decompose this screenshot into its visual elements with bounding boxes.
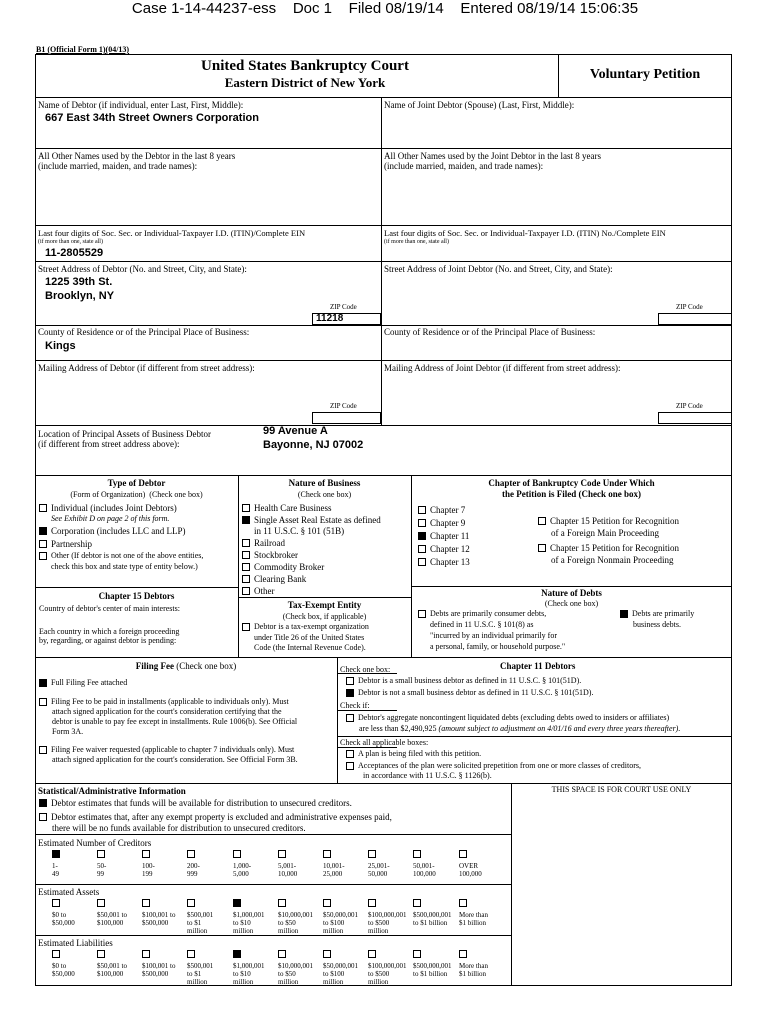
assets-range-option[interactable] [368,899,412,935]
commodity-broker-checkbox[interactable] [242,563,250,571]
joint-zip-label: ZIP Code [676,303,703,311]
creditors-range-option[interactable] [459,850,503,878]
tax-exempt-option[interactable] [242,622,369,632]
chapter15-country-label: Country of debtor's center of main interests: [39,604,180,613]
creditors-label: Estimated Number of Creditors [38,838,152,848]
assets-range-option[interactable] [97,899,141,927]
debtor-name[interactable]: 667 East 34th Street Owners Corporation [45,112,259,124]
assets-range-checkbox[interactable] [97,899,105,907]
debtor-other-names-label-1: All Other Names used by the Debtor in the last 8 years [38,151,236,161]
debtor-name-label: Name of Debtor (if individual, enter Last, First, Middle): [38,100,244,110]
statistical-title: Statistical/Administrative Information [38,786,186,796]
installments-checkbox[interactable] [39,698,47,706]
other-business-option[interactable] [242,586,275,596]
commodity-broker-option[interactable] [242,562,324,572]
liabilities-range-option[interactable] [368,950,412,986]
tax-exempt-checkbox[interactable] [242,623,250,631]
not-small-business-label: Debtor is not a small business debtor as defined in 11 U.S.C. § 101(51D). [358,688,594,697]
assets-range-label: $50,001 to $100,000 [97,911,127,927]
creditors-range-label: OVER 100,000 [459,862,482,878]
creditors-range-option[interactable] [278,850,322,878]
stockbroker-checkbox[interactable] [242,551,250,559]
liabilities-range-option[interactable] [323,950,367,986]
creditors-range-option[interactable] [52,850,96,878]
chapter-15-nonmain-checkbox[interactable] [538,544,546,552]
single-asset-label: Single Asset Real Estate as defined [254,515,381,525]
assets-range-label: $10,000,001 to $50 million [278,911,313,935]
installments-line1: Filing Fee to be paid in installments (applicable to individuals only). Must [51,697,289,706]
filing-fee-title-suffix: (Check one box) [176,661,237,671]
single-asset-sub: in 11 U.S.C. § 101 (51B) [254,526,345,536]
individual-checkbox[interactable] [39,504,47,512]
liabilities-range-checkbox[interactable] [323,950,331,958]
chapter-12-label: Chapter 12 [430,544,470,554]
aggregate-debts-option[interactable] [346,713,669,723]
liabilities-range-option[interactable] [142,950,186,978]
ch11-check-if: Check if: [340,701,370,710]
creditors-range-checkbox[interactable] [233,850,241,858]
creditors-range-checkbox[interactable] [278,850,286,858]
business-debts-checkbox[interactable] [620,610,628,618]
other-entity-checkbox[interactable] [39,552,47,560]
assets-range-option[interactable] [278,899,322,935]
debtor-mailing-label: Mailing Address of Debtor (if different from street address): [38,363,255,373]
creditors-range-label: 1- 49 [52,862,59,878]
health-care-label: Health Care Business [254,503,332,513]
aggregate-debts-checkbox[interactable] [346,714,354,722]
liabilities-range-label: $50,000,001 to $100 million [323,962,358,986]
liabilities-range-option[interactable] [413,950,457,978]
consumer-debts-line2: defined in 11 U.S.C. § 101(8) as [430,620,534,629]
assets-range-option[interactable] [323,899,367,935]
creditors-range-label: 200- 999 [187,862,200,878]
corporation-label: Corporation (includes LLC and LLP) [51,526,186,536]
joint-ein-label: Last four digits of Soc. Sec. or Individual-Taxpayer I.D. (ITIN) No./Complete EIN [384,228,666,238]
joint-zip-box [658,313,732,325]
not-small-business-option[interactable] [346,688,593,698]
small-business-label: Debtor is a small business debtor as defined in 11 U.S.C. § 101(51D). [358,676,582,685]
liabilities-range-label: $50,001 to $100,000 [97,962,127,978]
assets-range-label: $0 to $50,000 [52,911,75,927]
aggregate-debts-line2a: are less than $2,490,925 [359,724,437,733]
chapter15-each-country-1: Each country in which a foreign proceeding [39,627,180,636]
creditors-range-option[interactable] [323,850,367,878]
ch11-title: Chapter 11 Debtors [500,661,576,671]
acceptances-line1: Acceptances of the plan were solicited prepetition from one or more classes of creditors, [358,761,642,770]
debtor-ein-sub: (if more than one, state all) [38,239,103,245]
debtor-ein-label: Last four digits of Soc. Sec. or Individual-Taxpayer I.D. (ITIN)/Complete EIN [38,228,306,238]
chapter-12-option[interactable] [418,544,470,554]
chapter-9-label: Chapter 9 [430,518,466,528]
chapter-15-main-checkbox[interactable] [538,517,546,525]
creditors-range-checkbox[interactable] [413,850,421,858]
joint-ein-sub: (if more than one, state all) [384,239,449,245]
assets-range-checkbox[interactable] [52,899,60,907]
liabilities-range-option[interactable] [52,950,96,978]
installments-line2: attach signed application for the court's consideration certifying that the [52,707,282,716]
creditors-range-checkbox[interactable] [142,850,150,858]
funds-available-option[interactable] [39,798,352,808]
tax-exempt-line3: Code (the Internal Revenue Code). [254,643,366,652]
liabilities-range-option[interactable] [187,950,231,986]
type-of-debtor-subtitle: (Form of Organization) (Check one box) [70,490,203,499]
fee-waiver-line2: attach signed application for the court's consideration. See Official Form 3B. [52,755,298,764]
joint-other-names-label-2: (include married, maiden, and trade names): [384,161,544,171]
joint-mailing-label: Mailing Address of Joint Debtor (if different from street address): [384,363,621,373]
joint-mailing-zip-label: ZIP Code [676,402,703,410]
creditors-range-option[interactable] [233,850,277,878]
tax-exempt-subtitle: (Check box, if applicable) [282,612,367,621]
assets-label: Estimated Assets [38,887,100,897]
installments-option[interactable] [39,697,289,707]
consumer-debts-line3: "incurred by an individual primarily for [430,631,558,640]
other-entity-sub: check this box and state type of entity below.) [51,562,198,571]
other-business-checkbox[interactable] [242,587,250,595]
filing-fee-title-text: Filing Fee [135,661,174,671]
chapter-15-nonmain-label: Chapter 15 Petition for Recognition [550,543,679,553]
liabilities-range-option[interactable] [278,950,322,986]
liabilities-label: Estimated Liabilities [38,938,113,948]
assets-range-label: $1,000,001 to $10 million [233,911,265,935]
creditors-range-option[interactable] [187,850,231,878]
chapter15-each-country-2: by, regarding, or against debtor is pending: [39,636,177,645]
assets-range-option[interactable] [52,899,96,927]
clearing-bank-checkbox[interactable] [242,575,250,583]
liabilities-range-label: $500,001 to $1 million [187,962,214,986]
consumer-debts-checkbox[interactable] [418,610,426,618]
full-fee-label: Full Filing Fee attached [51,678,128,687]
aggregate-debts-line2b: (amount subject to adjustment on 4/01/16 and every three years thereafter). [438,724,681,733]
court-district: Eastern District of New York [224,75,386,90]
creditors-range-label: 50- 99 [97,862,107,878]
business-debts-option[interactable] [620,609,694,619]
creditors-range-option[interactable] [368,850,412,878]
assets-location-2[interactable]: Bayonne, NJ 07002 [263,439,364,451]
creditors-range-option[interactable] [97,850,141,878]
business-debts-line1: Debts are primarily [632,609,695,618]
consumer-debts-option[interactable] [418,609,546,619]
chapter-15-nonmain-option[interactable] [538,543,679,553]
creditors-range-label: 1,000- 5,000 [233,862,252,878]
creditors-range-label: 10,001- 25,000 [323,862,345,878]
case-header: Case 1-14-44237-ess Doc 1 Filed 08/19/14 Entered 08/19/14 15:06:35 [131,0,639,17]
other-entity-option[interactable] [39,551,203,561]
debtor-street-1[interactable]: 1225 39th St. [45,276,113,288]
plan-filed-checkbox[interactable] [346,750,354,758]
creditors-range-checkbox[interactable] [187,850,195,858]
commodity-broker-label: Commodity Broker [254,562,325,572]
small-business-option[interactable] [346,676,581,686]
health-care-option[interactable] [242,503,331,513]
chapter-12-checkbox[interactable] [418,545,426,553]
not-small-business-checkbox[interactable] [346,689,354,697]
nature-of-debts-title: Nature of Debts [541,588,602,598]
debtor-mailing-zip-box [312,412,381,424]
chapter15-title: Chapter 15 Debtors [98,591,175,601]
chapter-7-checkbox[interactable] [418,506,426,514]
type-of-debtor-title: Type of Debtor [107,478,166,488]
chapter-13-option[interactable] [418,557,470,567]
chapter-11-checkbox[interactable] [418,532,426,540]
joint-county-label: County of Residence or of the Principal Place of Business: [384,327,596,337]
liabilities-range-checkbox[interactable] [52,950,60,958]
assets-range-option[interactable] [459,899,503,927]
chapter-15-main-option[interactable] [538,516,679,526]
partnership-checkbox[interactable] [39,540,47,548]
court-name: United States Bankruptcy Court [201,58,409,74]
consumer-debts-line1: Debts are primarily consumer debts, [430,609,547,618]
no-funds-checkbox[interactable] [39,813,47,821]
liabilities-range-checkbox[interactable] [97,950,105,958]
no-funds-line2: there will be no funds available for distribution to unsecured creditors. [52,823,306,833]
individual-option[interactable] [39,503,177,513]
debtor-other-names-label-2: (include married, maiden, and trade names): [38,161,198,171]
liabilities-range-label: $1,000,001 to $10 million [233,962,265,986]
tax-exempt-line2: under Title 26 of the United States [254,633,365,642]
ch11-check-one: Check one box: [340,665,391,674]
debtor-zip-label: ZIP Code [330,303,357,311]
other-entity-label: Other (If debtor is not one of the above entities, [51,551,204,560]
liabilities-range-option[interactable] [233,950,277,986]
creditors-range-label: 100- 199 [142,862,155,878]
assets-range-label: $50,000,001 to $100 million [323,911,358,935]
debtor-zip[interactable]: 11218 [316,313,344,324]
assets-range-option[interactable] [142,899,186,927]
chapter-7-label: Chapter 7 [430,505,466,515]
assets-range-option[interactable] [187,899,231,935]
assets-range-checkbox[interactable] [459,899,467,907]
liabilities-range-label: More than $1 billion [459,962,488,978]
joint-mailing-zip-box [658,412,732,424]
business-debts-line2: business debts. [633,620,681,629]
full-fee-checkbox[interactable] [39,679,47,687]
single-asset-checkbox[interactable] [242,516,250,524]
small-business-checkbox[interactable] [346,677,354,685]
fee-waiver-option[interactable] [39,745,294,755]
no-funds-option[interactable] [39,812,392,822]
creditors-range-label: 5,001- 10,000 [278,862,298,878]
clearing-bank-option[interactable] [242,574,306,584]
tax-exempt-title: Tax-Exempt Entity [287,600,362,610]
liabilities-range-checkbox[interactable] [142,950,150,958]
liabilities-range-label: $500,000,001 to $1 billion [413,962,452,978]
acceptances-line2: in accordance with 11 U.S.C. § 1126(b). [363,771,492,780]
installments-line3: debtor is unable to pay fee except in installments. Rule 1006(b). See Official [52,717,298,726]
debtor-street-label: Street Address of Debtor (No. and Street, City, and State): [38,264,247,274]
filing-fee-title [35,661,337,671]
stockbroker-option[interactable] [242,550,298,560]
liabilities-range-checkbox[interactable] [459,950,467,958]
individual-sub: See Exhibit D on page 2 of this form. [51,514,170,523]
debtor-mailing-zip-label: ZIP Code [330,402,357,410]
creditors-range-checkbox[interactable] [368,850,376,858]
railroad-checkbox[interactable] [242,539,250,547]
nature-of-business-subtitle: (Check one box) [297,490,352,499]
creditors-range-checkbox[interactable] [52,850,60,858]
chapter-15-main-label-2: of a Foreign Main Proceeding [551,528,659,538]
clearing-bank-label: Clearing Bank [254,574,307,584]
partnership-option[interactable] [39,539,92,549]
chapter-13-checkbox[interactable] [418,558,426,566]
creditors-range-label: 50,001- 100,000 [413,862,436,878]
debtor-ein[interactable]: 11-2805529 [45,247,104,259]
creditors-range-option[interactable] [413,850,457,878]
assets-range-option[interactable] [413,899,457,927]
fee-waiver-checkbox[interactable] [39,746,47,754]
form-id: B1 (Official Form 1)(04/13) [36,45,130,54]
assets-location-1[interactable]: 99 Avenue A [263,425,328,437]
chapter-7-option[interactable] [418,505,465,515]
debtor-street-2[interactable]: Brooklyn, NY [45,290,115,302]
individual-label: Individual (includes Joint Debtors) [51,503,177,513]
liabilities-range-checkbox[interactable] [278,950,286,958]
liabilities-range-option[interactable] [459,950,503,978]
assets-location-label-1: Location of Principal Assets of Business Debtor [38,429,211,439]
chapter-13-label: Chapter 13 [430,557,470,567]
liabilities-range-label: $0 to $50,000 [52,962,75,978]
assets-range-label: $100,000,001 to $500 million [368,911,407,935]
aggregate-debts-line2 [359,724,680,733]
plan-filed-option[interactable] [346,749,481,759]
liabilities-range-checkbox[interactable] [233,950,241,958]
fee-waiver-line1: Filing Fee waiver requested (applicable to chapter 7 individuals only). Must [51,745,295,754]
assets-range-option[interactable] [233,899,277,935]
assets-range-checkbox[interactable] [233,899,241,907]
health-care-checkbox[interactable] [242,504,250,512]
plan-filed-label: A plan is being filed with this petition. [358,749,482,758]
assets-range-label: $100,001 to $500,000 [142,911,176,927]
nature-of-business-title: Nature of Business [288,478,361,488]
liabilities-range-label: $100,001 to $500,000 [142,962,176,978]
assets-range-checkbox[interactable] [368,899,376,907]
petition-type: Voluntary Petition [589,67,701,82]
corporation-option[interactable] [39,526,185,536]
chapter-15-nonmain-label-2: of a Foreign Nonmain Proceeding [551,555,674,565]
tax-exempt-line1: Debtor is a tax-exempt organization [254,622,369,631]
assets-range-checkbox[interactable] [142,899,150,907]
liabilities-range-checkbox[interactable] [413,950,421,958]
consumer-debts-line4: a personal, family, or household purpose." [430,642,566,651]
assets-location-label-2: (if different from street address above): [38,439,180,449]
partnership-label: Partnership [51,539,92,549]
creditors-range-label: 25,001- 50,000 [368,862,390,878]
assets-range-label: More than $1 billion [459,911,488,927]
creditors-range-checkbox[interactable] [323,850,331,858]
joint-street-label: Street Address of Joint Debtor (No. and Street, City, and State): [384,264,613,274]
chapter-11-label: Chapter 11 [430,531,470,541]
stockbroker-label: Stockbroker [254,550,298,560]
acceptances-checkbox[interactable] [346,762,354,770]
nature-of-debts-subtitle: (Check one box) [544,599,599,608]
chapter-title-1: Chapter of Bankruptcy Code Under Which [488,478,655,488]
aggregate-debts-line1: Debtor's aggregate noncontingent liquidated debts (excluding debts owed to insiders or affiliates) [358,713,670,722]
funds-available-checkbox[interactable] [39,799,47,807]
creditors-range-option[interactable] [142,850,186,878]
debtor-county-label: County of Residence or of the Principal Place of Business: [38,327,250,337]
chapter-11-option[interactable] [418,531,469,541]
other-business-label: Other [254,586,275,596]
joint-other-names-label-1: All Other Names used by the Joint Debtor in the last 8 years [384,151,601,161]
assets-range-label: $500,000,001 to $1 billion [413,911,452,927]
installments-line4: Form 3A. [52,727,84,736]
debtor-county[interactable]: Kings [45,340,76,352]
full-fee-option[interactable] [39,678,127,688]
creditors-range-checkbox[interactable] [97,850,105,858]
single-asset-option[interactable] [242,515,381,525]
creditors-range-checkbox[interactable] [459,850,467,858]
chapter-9-checkbox[interactable] [418,519,426,527]
corporation-checkbox[interactable] [39,527,47,535]
joint-name-label: Name of Joint Debtor (Spouse) (Last, First, Middle): [384,100,575,110]
assets-range-label: $500,001 to $1 million [187,911,214,935]
liabilities-range-option[interactable] [97,950,141,978]
chapter-15-main-label: Chapter 15 Petition for Recognition [550,516,679,526]
liabilities-range-checkbox[interactable] [368,950,376,958]
liabilities-range-label: $10,000,001 to $50 million [278,962,313,986]
liabilities-range-label: $100,000,001 to $500 million [368,962,407,986]
assets-range-checkbox[interactable] [323,899,331,907]
railroad-option[interactable] [242,538,285,548]
no-funds-line1: Debtor estimates that, after any exempt property is excluded and administrative expenses paid, [51,812,392,822]
assets-range-checkbox[interactable] [187,899,195,907]
court-use-only: THIS SPACE IS FOR COURT USE ONLY [551,785,692,794]
chapter-title-2: the Petition is Filed (Check one box) [502,489,641,499]
assets-range-checkbox[interactable] [278,899,286,907]
assets-range-checkbox[interactable] [413,899,421,907]
liabilities-range-checkbox[interactable] [187,950,195,958]
railroad-label: Railroad [254,538,285,548]
funds-available-label: Debtor estimates that funds will be available for distribution to unsecured creditors. [51,798,352,808]
acceptances-option[interactable] [346,761,641,771]
ch11-check-all: Check all applicable boxes: [340,738,429,747]
chapter-9-option[interactable] [418,518,465,528]
